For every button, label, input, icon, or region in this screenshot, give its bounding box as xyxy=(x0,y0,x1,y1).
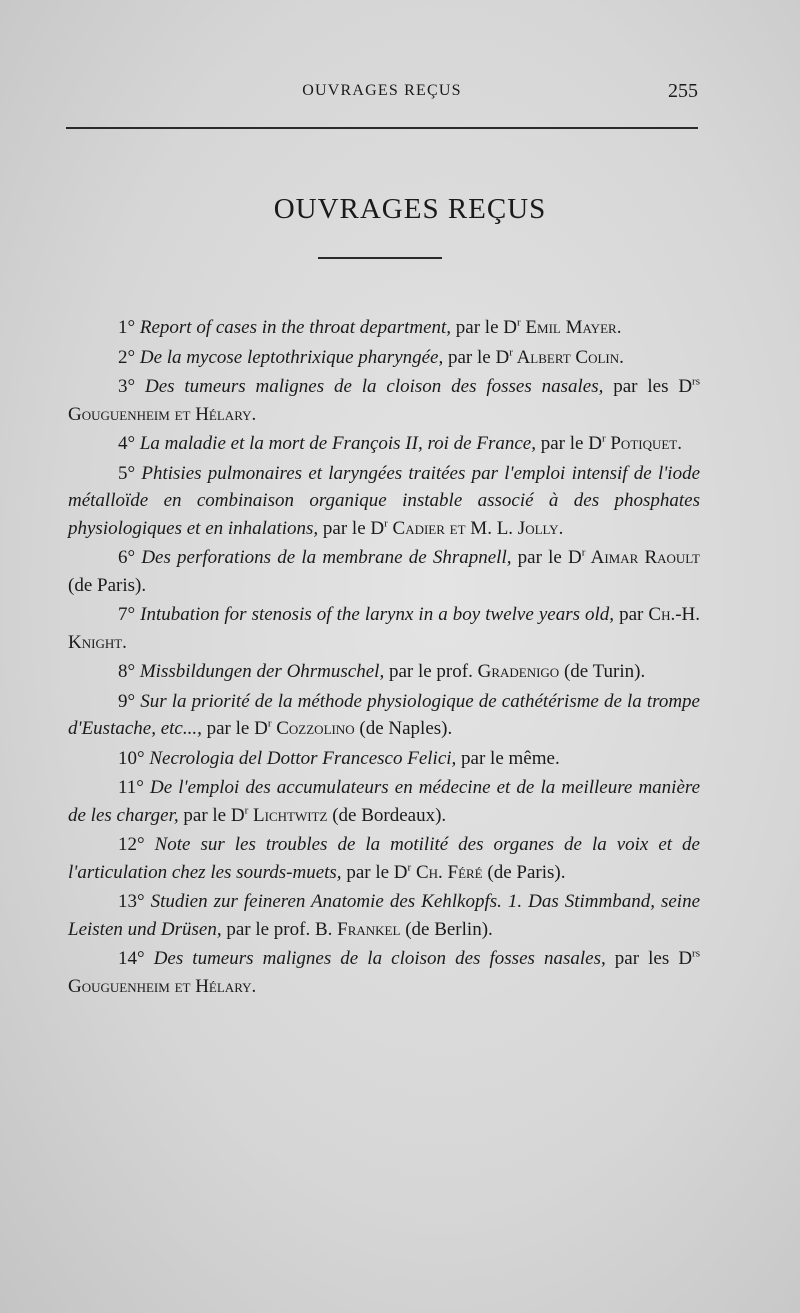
entry-author: Potiquet xyxy=(605,433,678,454)
entry-author: Cadier et M. L. Jolly xyxy=(387,517,559,539)
entry-author: Aimar Raoult xyxy=(585,547,700,568)
entry-title: Des tumeurs malignes de la cloison des fosses nasales, xyxy=(144,376,604,397)
entry-title-abbrev: r xyxy=(244,804,249,817)
entry-tail: (de Turin). xyxy=(559,661,646,682)
entry-number: 14° xyxy=(118,948,145,969)
entry-title: De la mycose leptothrixique pharyngée, xyxy=(139,346,444,368)
header-rule xyxy=(66,127,698,129)
entry-tail: . xyxy=(619,346,624,368)
entry-title: Necrologia del Dottor Francesco Felici, xyxy=(149,747,457,769)
entry-number: 3° xyxy=(118,376,136,397)
list-item xyxy=(68,430,700,458)
entry-by: par le prof. xyxy=(384,661,473,682)
list-item xyxy=(68,831,700,886)
entry-author: Ch.-H. Knight xyxy=(68,604,701,653)
list-item xyxy=(68,544,700,599)
entry-tail: (de Paris). xyxy=(482,861,566,883)
entry-title: Des tumeurs malignes de la cloison des fosses nasales, xyxy=(153,948,606,969)
entry-number: 12° xyxy=(118,834,145,855)
entry-number: 11° xyxy=(118,777,144,798)
entry-author: Gradenigo xyxy=(472,661,560,682)
entry-author: Albert Colin xyxy=(512,346,620,368)
entry-title: Studien zur feineren Anatomie des Kehlkopfs. 1. Das Stimmband, seine Leisten und Drüsen, xyxy=(68,891,701,940)
page-number: 255 xyxy=(668,80,698,102)
entry-tail: (de Bordeaux). xyxy=(327,804,447,826)
entry-tail: (de Naples). xyxy=(354,718,453,739)
entry-title-abbrev: r xyxy=(601,432,606,445)
entry-tail: . xyxy=(558,517,564,539)
entry-title: Intubation for stenosis of the larynx in a boy twelve years old, xyxy=(140,604,615,625)
entry-title: Note sur les troubles de la motilité des organes de la voix et de l'articulation chez les sourds-muets, xyxy=(68,834,700,883)
entry-author: Emil Mayer xyxy=(520,317,617,338)
entry-number: 1° xyxy=(118,317,136,338)
entry-title: Report of cases in the throat department, xyxy=(139,317,452,338)
entry-number: 9° xyxy=(118,690,136,712)
entry-number: 8° xyxy=(118,661,136,682)
entry-by: par le même. xyxy=(456,747,560,769)
entry-number: 4° xyxy=(118,433,136,454)
entry-number: 2° xyxy=(118,346,136,368)
entry-title-abbrev: r xyxy=(384,517,388,530)
entry-number: 7° xyxy=(118,604,136,625)
entry-number: 13° xyxy=(118,891,145,912)
entry-tail: . xyxy=(122,631,127,653)
list-item xyxy=(68,460,700,543)
entry-by: par xyxy=(614,604,644,625)
list-item xyxy=(68,745,700,773)
entry-number: 5° xyxy=(118,462,136,484)
entry-title-abbrev: r xyxy=(407,861,412,874)
list-item xyxy=(68,373,700,428)
entry-number: 10° xyxy=(118,747,145,769)
entry-author: Cozzolino xyxy=(271,718,355,739)
entry-title: De l'emploi des accumulateurs en médecine et de la meilleure manière de les charger, xyxy=(68,777,701,826)
entry-title-abbrev: rs xyxy=(692,375,700,388)
entry-by: par le D xyxy=(535,433,602,454)
list-item xyxy=(68,688,700,743)
entry-by: par les D xyxy=(603,376,693,397)
entry-by: par le D xyxy=(511,547,582,568)
section-title: OUVRAGES REÇUS xyxy=(273,193,547,225)
list-item xyxy=(68,945,700,1000)
title-rule xyxy=(318,257,442,259)
entry-title: Sur la priorité de la méthode physiologique de cathétérisme de la trompe d'Eustache, etc..., xyxy=(68,690,700,739)
entry-title-abbrev: rs xyxy=(692,947,700,960)
running-head xyxy=(66,78,698,108)
entry-title: Des perforations de la membrane de Shrapnell, xyxy=(141,547,512,568)
entry-number: 6° xyxy=(118,547,136,568)
entry-author: Ch. Féré xyxy=(411,861,483,883)
entry-by: par les D xyxy=(605,948,693,969)
entry-title: Missbildungen der Ohrmuschel, xyxy=(139,661,385,682)
entry-title-abbrev: r xyxy=(581,546,586,559)
list-item xyxy=(68,658,700,686)
entry-by: par le D xyxy=(341,861,408,883)
entry-tail: (de Berlin). xyxy=(400,918,493,940)
list-item xyxy=(68,601,700,656)
entry-author: Gouguenheim et Hélary xyxy=(68,403,252,425)
entry-title-abbrev: r xyxy=(509,346,513,359)
entry-author: Gouguenheim et Hélary xyxy=(68,975,252,997)
entry-tail: . xyxy=(251,975,257,997)
entry-author: Frankel xyxy=(332,918,401,940)
entry-by: par le D xyxy=(451,317,517,338)
entry-by: par le D xyxy=(318,517,385,539)
list-item xyxy=(68,344,700,372)
entry-by: par le prof. B. xyxy=(221,918,333,940)
entry-list xyxy=(68,314,700,1002)
entry-tail: . xyxy=(677,433,682,454)
entry-by: par le D xyxy=(178,804,245,826)
entry-title-abbrev: r xyxy=(516,316,521,329)
entry-title: La maladie et la mort de François II, roi de France, xyxy=(139,433,536,454)
entry-by: par le D xyxy=(443,346,510,368)
entry-by: par le D xyxy=(201,718,268,739)
entry-tail: . xyxy=(251,403,257,425)
entry-title: Phtisies pulmonaires et laryngées traitées par l'emploi intensif de l'iode métalloïde en combinaison organique instable associé à des phosphates physiologiques et en inhalations, xyxy=(68,462,701,539)
entry-title-abbrev: r xyxy=(267,717,272,730)
list-item xyxy=(68,774,700,829)
list-item xyxy=(68,314,700,342)
entry-author: Lichtwitz xyxy=(248,804,328,826)
entry-tail: (de Paris). xyxy=(68,574,147,596)
running-title: OUVRAGES REÇUS xyxy=(302,82,462,99)
list-item xyxy=(68,888,700,943)
entry-tail: . xyxy=(616,317,622,338)
